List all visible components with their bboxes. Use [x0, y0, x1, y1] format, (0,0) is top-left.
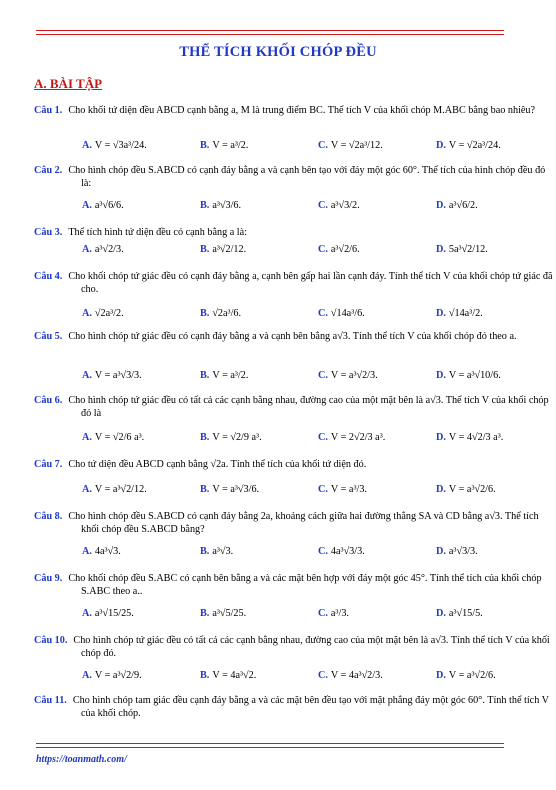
question-text: Cho khối tứ diện đều ABCD cạnh bằng a, M là trung điểm BC. Thể tích V của khối chóp M.ABC bằng bao nhiêu? [68, 105, 536, 116]
question-number: Câu 8. [34, 511, 63, 522]
bottom-rule [36, 743, 504, 744]
answer-option-d[interactable] [436, 308, 483, 319]
option-value: V = a³/2. [212, 370, 249, 381]
option-label: C. [318, 484, 328, 495]
option-value: V = a³√3/6. [212, 484, 260, 495]
page-title: THỂ TÍCH KHỐI CHÓP ĐỀU [179, 44, 377, 60]
option-value: 4a³√3/3. [330, 546, 365, 557]
option-label: B. [200, 140, 210, 151]
option-value: 5a³√2/12. [448, 244, 488, 255]
option-label: B. [200, 432, 210, 443]
answer-option-a[interactable] [82, 244, 124, 255]
question-text: Cho hình chóp đều S.ABCD có cạnh đáy bằng 2a, khoảng cách giữa hai đường thẳng SA và CD bằng a√3. Thể tích khối chóp đều S.ABCD bằng? [68, 511, 539, 535]
answer-option-c[interactable] [318, 546, 365, 557]
answer-option-d[interactable] [436, 140, 501, 151]
answer-option-a[interactable] [82, 432, 144, 443]
option-label: B. [200, 484, 210, 495]
answer-option-c[interactable] [318, 244, 360, 255]
footer-link[interactable]: https://toanmath.com/ [36, 754, 127, 765]
answer-option-a[interactable] [82, 140, 147, 151]
option-label: B. [200, 370, 210, 381]
question-number: Câu 1. [34, 105, 63, 116]
question-text: Cho hình chóp đều S.ABCD có cạnh đáy bằng a và cạnh bên tạo với đáy một góc 60°. Thể tích của hình chóp đều đó là: [68, 165, 546, 189]
question-text: Cho hình chóp tứ giác đều có tất cả các cạnh bằng nhau, đường cao của một mặt bên là a√3. Tính thể tích V của khối chóp đó. [73, 635, 550, 659]
answer-option-a[interactable] [82, 484, 147, 495]
question-text: Cho hình chóp tam giác đều cạnh đáy bằng a và các mặt bên đều tạo với mặt phẳng đáy một góc 60°. Tính thể tích V của khối chóp. [72, 695, 549, 719]
answer-option-c[interactable] [318, 484, 367, 495]
option-label: D. [436, 484, 446, 495]
answer-option-c[interactable] [318, 670, 383, 681]
question-9 [34, 572, 553, 598]
answer-option-d[interactable] [436, 608, 483, 619]
question-number: Câu 9. [34, 573, 63, 584]
option-value: a³√2/3. [94, 244, 124, 255]
question-8 [34, 510, 553, 536]
answer-option-b[interactable] [200, 670, 256, 681]
option-label: A. [82, 546, 92, 557]
option-label: B. [200, 546, 210, 557]
question-6 [34, 394, 553, 420]
answer-option-b[interactable] [200, 608, 246, 619]
option-label: A. [82, 608, 92, 619]
question-number: Câu 3. [34, 227, 63, 238]
option-value: √2a³/6. [212, 308, 242, 319]
question-5 [34, 330, 553, 343]
option-value: V = a³√10/6. [448, 370, 501, 381]
option-value: V = a³√2/9. [94, 670, 142, 681]
question-number: Câu 5. [34, 331, 63, 342]
option-value: V = 4a³√2. [212, 670, 257, 681]
option-value: V = √2a³/24. [448, 140, 501, 151]
question-4 [34, 270, 553, 296]
option-label: C. [318, 370, 328, 381]
answer-option-c[interactable] [318, 608, 349, 619]
question-text: Thể tích hình tứ diện đều có cạnh bằng a là: [68, 227, 247, 238]
question-number: Câu 10. [34, 635, 68, 646]
question-number: Câu 6. [34, 395, 63, 406]
option-value: a³√2/6. [330, 244, 360, 255]
option-label: C. [318, 608, 328, 619]
option-label: D. [436, 308, 446, 319]
option-label: C. [318, 546, 328, 557]
answer-option-d[interactable] [436, 432, 503, 443]
answer-option-a[interactable] [82, 308, 124, 319]
option-value: V = √2a³/12. [330, 140, 383, 151]
question-text: Cho tứ diện đều ABCD cạnh bằng √2a. Tính thể tích của khối tứ diện đó. [68, 459, 367, 470]
question-3 [34, 226, 553, 239]
option-value: a³√3. [212, 546, 234, 557]
option-value: 4a³√3. [94, 546, 121, 557]
question-text: Cho khối chóp đều S.ABC có cạnh bên bằng a và các mặt bên hợp với đáy một góc 45°. Tính thể tích của khối chóp S.ABC theo a.. [68, 573, 542, 597]
option-label: C. [318, 670, 328, 681]
option-value: V = √2/9 a³. [212, 432, 262, 443]
option-label: D. [436, 432, 446, 443]
answer-option-a[interactable] [82, 546, 121, 557]
answer-option-c[interactable] [318, 432, 385, 443]
option-value: V = 2√2/3 a³. [330, 432, 386, 443]
option-value: a³√15/25. [94, 608, 134, 619]
top-rule [36, 30, 504, 31]
option-label: D. [436, 200, 446, 211]
answer-option-c[interactable] [318, 200, 360, 211]
option-value: a³√3/2. [330, 200, 360, 211]
option-label: B. [200, 200, 210, 211]
option-label: D. [436, 546, 446, 557]
question-number: Câu 7. [34, 459, 63, 470]
question-number: Câu 4. [34, 271, 63, 282]
option-value: a³√15/5. [448, 608, 483, 619]
option-label: D. [436, 608, 446, 619]
question-text: Cho khối chóp tứ giác đều có cạnh đáy bằng a, cạnh bên gấp hai lần cạnh đáy. Tính thể tích V của khối chóp tứ giác đã cho. [68, 271, 553, 295]
answer-option-d[interactable] [436, 200, 478, 211]
question-number: Câu 2. [34, 165, 63, 176]
answer-option-b[interactable] [200, 432, 262, 443]
option-value: V = a³√2/6. [448, 670, 496, 681]
option-label: D. [436, 370, 446, 381]
answer-option-a[interactable] [82, 200, 124, 211]
option-label: A. [82, 308, 92, 319]
option-label: B. [200, 608, 210, 619]
option-label: C. [318, 244, 328, 255]
option-label: D. [436, 670, 446, 681]
option-label: A. [82, 244, 92, 255]
option-value: V = a³√2/12. [94, 484, 147, 495]
answer-option-c[interactable] [318, 370, 378, 381]
answer-option-a[interactable] [82, 370, 142, 381]
option-label: D. [436, 140, 446, 151]
option-label: A. [82, 140, 92, 151]
answer-option-d[interactable] [436, 370, 501, 381]
option-value: √2a³/2. [94, 308, 124, 319]
option-label: B. [200, 670, 210, 681]
option-label: D. [436, 244, 446, 255]
question-11 [34, 694, 553, 720]
option-value: V = 4a³√2/3. [330, 670, 383, 681]
option-value: a³√3/3. [448, 546, 478, 557]
question-number: Câu 11. [34, 695, 67, 706]
option-label: B. [200, 308, 210, 319]
top-rule-thin [36, 34, 504, 35]
answer-option-b[interactable] [200, 546, 233, 557]
answer-option-a[interactable] [82, 608, 134, 619]
answer-option-b[interactable] [200, 484, 259, 495]
answer-option-a[interactable] [82, 670, 142, 681]
option-label: C. [318, 308, 328, 319]
option-value: V = a³/2. [212, 140, 249, 151]
answer-option-b[interactable] [200, 308, 241, 319]
option-label: C. [318, 432, 328, 443]
answer-option-b[interactable] [200, 244, 246, 255]
question-text: Cho hình chóp tứ giác đều có tất cả các cạnh bằng nhau, đường cao của một mặt bên là a√3. Thể tích V của khối chóp đó là [68, 395, 549, 419]
option-value: √14a³/6. [330, 308, 365, 319]
option-value: V = a³√2/6. [448, 484, 496, 495]
option-value: V = √2/6 a³. [94, 432, 145, 443]
answer-option-c[interactable] [318, 308, 365, 319]
option-value: √14a³/2. [448, 308, 483, 319]
question-2 [34, 164, 553, 190]
question-1 [34, 104, 553, 117]
question-10 [34, 634, 553, 660]
answer-option-b[interactable] [200, 140, 248, 151]
option-value: a³√2/12. [212, 244, 247, 255]
option-value: a³√6/6. [94, 200, 124, 211]
option-value: V = a³√3/3. [94, 370, 142, 381]
option-label: A. [82, 200, 92, 211]
option-value: a³√3/6. [212, 200, 242, 211]
option-label: A. [82, 370, 92, 381]
option-label: A. [82, 670, 92, 681]
answer-option-d[interactable] [436, 546, 478, 557]
option-value: V = 4√2/3 a³. [448, 432, 504, 443]
option-value: V = a³/3. [330, 484, 367, 495]
option-label: B. [200, 244, 210, 255]
option-label: C. [318, 200, 328, 211]
answer-option-c[interactable] [318, 140, 383, 151]
question-text: Cho hình chóp tứ giác đều có cạnh đáy bằng a và cạnh bên bằng a√3. Tính thể tích V của khối chóp đó theo a. [68, 331, 517, 342]
option-label: A. [82, 484, 92, 495]
answer-option-b[interactable] [200, 200, 241, 211]
question-7 [34, 458, 553, 471]
option-label: C. [318, 140, 328, 151]
answer-option-d[interactable] [436, 244, 488, 255]
option-value: a³√5/25. [212, 608, 247, 619]
answer-option-d[interactable] [436, 484, 496, 495]
bottom-rule-thin [36, 747, 504, 748]
answer-option-d[interactable] [436, 670, 496, 681]
section-heading: A. BÀI TẬP [34, 76, 103, 91]
answer-option-b[interactable] [200, 370, 248, 381]
option-value: V = √3a³/24. [94, 140, 147, 151]
option-value: a³√6/2. [448, 200, 478, 211]
option-value: V = a³√2/3. [330, 370, 378, 381]
option-label: A. [82, 432, 92, 443]
option-value: a³/3. [330, 608, 349, 619]
